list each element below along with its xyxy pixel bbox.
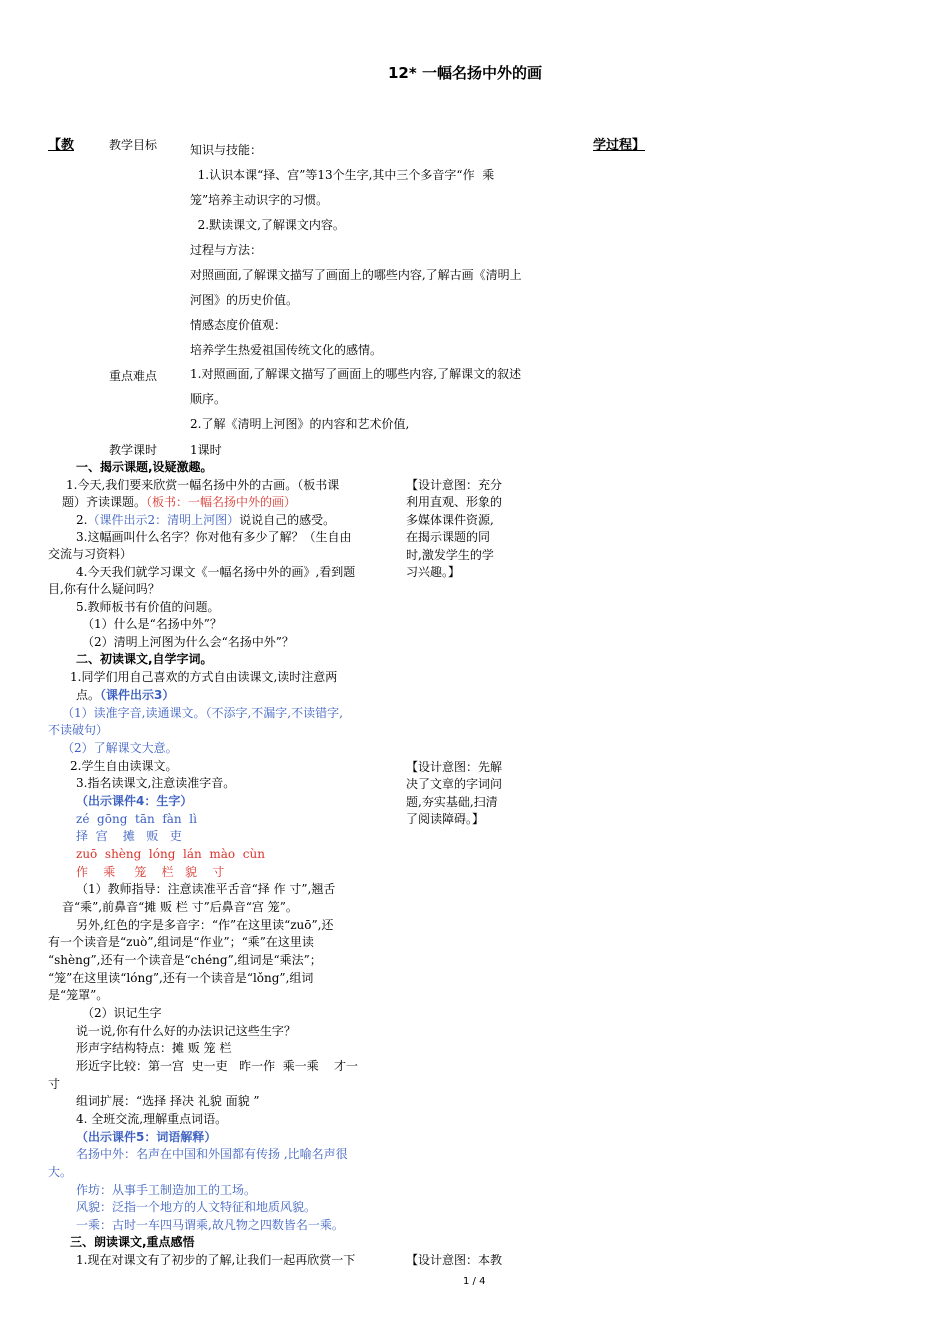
section2-guide2e: 是“笼罩”。 [48, 988, 109, 1002]
hours-value: 1课时 [190, 443, 222, 457]
section1-note-line: 在揭示课题的同 [406, 530, 491, 545]
header-left: 【教 [48, 138, 75, 153]
section1-line1b [62, 494, 296, 511]
keypoints-lines-line: 顺序。 [190, 392, 227, 406]
section1-note-line: 时,激发学生的学 [406, 547, 494, 562]
section1-line1a: 1.今天,我们要来欣赏一幅名扬中外的古画。（板书课 [66, 478, 340, 492]
section2-guide1b: 音“乘”,前鼻音“摊 贩 栏 寸”后鼻音“宫 笼”。 [62, 900, 298, 914]
chars-row-1: 择 宫 摊 贩 吏 [76, 829, 182, 843]
text: 点。 [76, 688, 101, 702]
section1-note-line: 习兴趣。】 [406, 565, 461, 579]
section2-bullet1b: 不读破句） [48, 723, 109, 737]
text: 2. [76, 513, 88, 527]
def-1b: 大。 [48, 1165, 73, 1179]
objectives-lines-line: 过程与方法： [190, 243, 263, 257]
section2-note-line: 决了文章的字词问 [406, 777, 503, 792]
page-title: 12* 一幅名扬中外的画 [388, 64, 542, 82]
section3-line1: 1.现在对课文有了初步的了解,让我们一起再欣赏一下 [76, 1253, 356, 1267]
courseware-note: （课件出示3） [100, 688, 175, 702]
section2-guide2d: “笼”在这里读“lóng”,还有一个读音是“lǒng”,组词 [48, 971, 314, 985]
pinyin-row-2: zuō shèng lóng lán mào cùn [76, 847, 265, 861]
section2-guide2c: “shèng”,还有一个读音是“chéng”,组词是“乘法”； [48, 953, 322, 967]
section2-memo1: 说一说,你有什么好的办法识记这些生字？ [76, 1024, 296, 1038]
objectives-lines-line: 笼”培养主动识字的习惯。 [190, 193, 329, 207]
def-2: 作坊：从事手工制造加工的工场。 [76, 1183, 257, 1197]
section2-bullet1a: （1）读准字音,读通课文。（不添字,不漏字,不读错字, [62, 706, 343, 720]
section2-note-line: 题,夯实基础,扫清 [406, 794, 498, 809]
objectives-lines-line: 对照画面,了解课文描写了画面上的哪些内容,了解古画《清明上 [190, 268, 522, 282]
section1-note-line: 多媒体课件资源, [406, 512, 494, 527]
section2-bullet2: （2）了解课文大意。 [62, 741, 178, 755]
keypoints-lines-line: 1.对照画面,了解课文描写了画面上的哪些内容,了解课文的叙述 [190, 367, 522, 381]
objectives-lines-line: 河图》的历史价值。 [190, 293, 299, 307]
section1-line5: 5.教师板书有价值的问题。 [76, 600, 220, 614]
section2-memo4: 组词扩展：“选择 择决 礼貌 面貌 ” [76, 1094, 260, 1108]
objectives-lines-line: 知识与技能： [190, 143, 263, 157]
section1-line4a: 4.今天我们就学习课文《一幅名扬中外的画》,看到题 [76, 565, 356, 579]
courseware-note: （课件出示2：清明上河图） [87, 513, 240, 527]
text: 说说自己的感受。 [239, 513, 336, 527]
chars-row-2: 作 乘 笼 栏 貌 寸 [76, 865, 225, 879]
section1-heading: 一、揭示课题,设疑激趣。 [76, 460, 213, 474]
def-4: 一乘：古时一车四马谓乘,故凡物之四数皆名一乘。 [76, 1218, 344, 1232]
section1-line2 [76, 512, 335, 529]
keypoints-lines-line: 2.了解《清明上河图》的内容和艺术价值, [190, 417, 410, 431]
section2-line2: 2.学生自由读课文。 [70, 759, 178, 773]
section2-guide2a: 另外,红色的字是多音字：“作”在这里读“zuō”,还 [76, 918, 334, 932]
header-right: 学过程】 [593, 138, 646, 153]
section3-heading: 三、朗读课文,重点感悟 [70, 1235, 195, 1249]
section1-line4b: 目,你有什么疑问吗？ [48, 582, 160, 596]
section2-guide1a: （1）教师指导：注意读准平舌音“择 作 寸”,翘舌 [76, 882, 336, 896]
keypoints-label: 重点难点 [109, 369, 158, 383]
hours-label: 教学课时 [109, 443, 158, 457]
section1-note-line: 【设计意图：充分 [406, 478, 503, 492]
section2-line1a: 1.同学们用自己喜欢的方式自由读课文,读时注意两 [70, 670, 338, 684]
section2-memo3a: 形近字比较：第一宫 史一吏 昨一作 乘一乘 才一 [76, 1059, 358, 1073]
section1-q2: （2）清明上河图为什么会“名扬中外”？ [82, 635, 294, 649]
objectives-label: 教学目标 [109, 138, 158, 152]
section2-guide2b: 有一个读音是“zuò”,组词是“作业”；“乘”在这里读 [48, 935, 314, 949]
section2-memo3b: 寸 [48, 1077, 61, 1091]
objectives-lines-line: 情感态度价值观： [190, 318, 287, 332]
section2-note-line: 【设计意图：先解 [406, 760, 503, 774]
pinyin-row-1: zé gōng tān fàn lì [76, 812, 197, 826]
section2-memo0: （2）识记生字 [82, 1006, 162, 1020]
objectives-lines-line: 2.默读课文,了解课文内容。 [190, 218, 345, 232]
section1-q1: （1）什么是“名扬中外”？ [82, 617, 222, 631]
def-1a: 名扬中外：名声在中国和外国都有传扬 ,比喻名声很 [76, 1147, 348, 1161]
def-3: 风貌：泛指一个地方的人文特征和地质风貌。 [76, 1200, 317, 1214]
section1-note-line: 利用直观、形象的 [406, 495, 503, 510]
section1-line3b: 交流与习资料） [48, 547, 133, 561]
section3-design-note: 【设计意图：本教 [406, 1253, 503, 1267]
section2-memo2: 形声字结构特点：摊 贩 笼 栏 [76, 1041, 232, 1055]
section2-heading: 二、初读课文,自学字词。 [76, 652, 213, 666]
objectives-lines-line: 1.认识本课“择、宫”等13个生字,其中三个多音字“作 乘 [190, 168, 495, 182]
section2-line1b [76, 687, 174, 704]
objectives-lines-line: 培养学生热爱祖国传统文化的感情。 [190, 343, 383, 357]
section2-line4: 4. 全班交流,理解重点词语。 [76, 1112, 228, 1126]
section2-show4: （出示课件4：生字） [76, 794, 193, 808]
section2-line3: 3.指名读课文,注意读准字音。 [76, 776, 236, 790]
board-note: （板书：一幅名扬中外的画） [146, 495, 297, 509]
section2-show5: （出示课件5：词语解释） [76, 1130, 217, 1144]
page-number: 1 / 4 [463, 1276, 486, 1287]
section1-line3a: 3.这幅画叫什么名字？你对他有多少了解？（生自由 [76, 530, 352, 544]
section2-note-line: 了阅读障碍。】 [406, 812, 485, 827]
text: 题）齐读课题。 [62, 495, 147, 509]
